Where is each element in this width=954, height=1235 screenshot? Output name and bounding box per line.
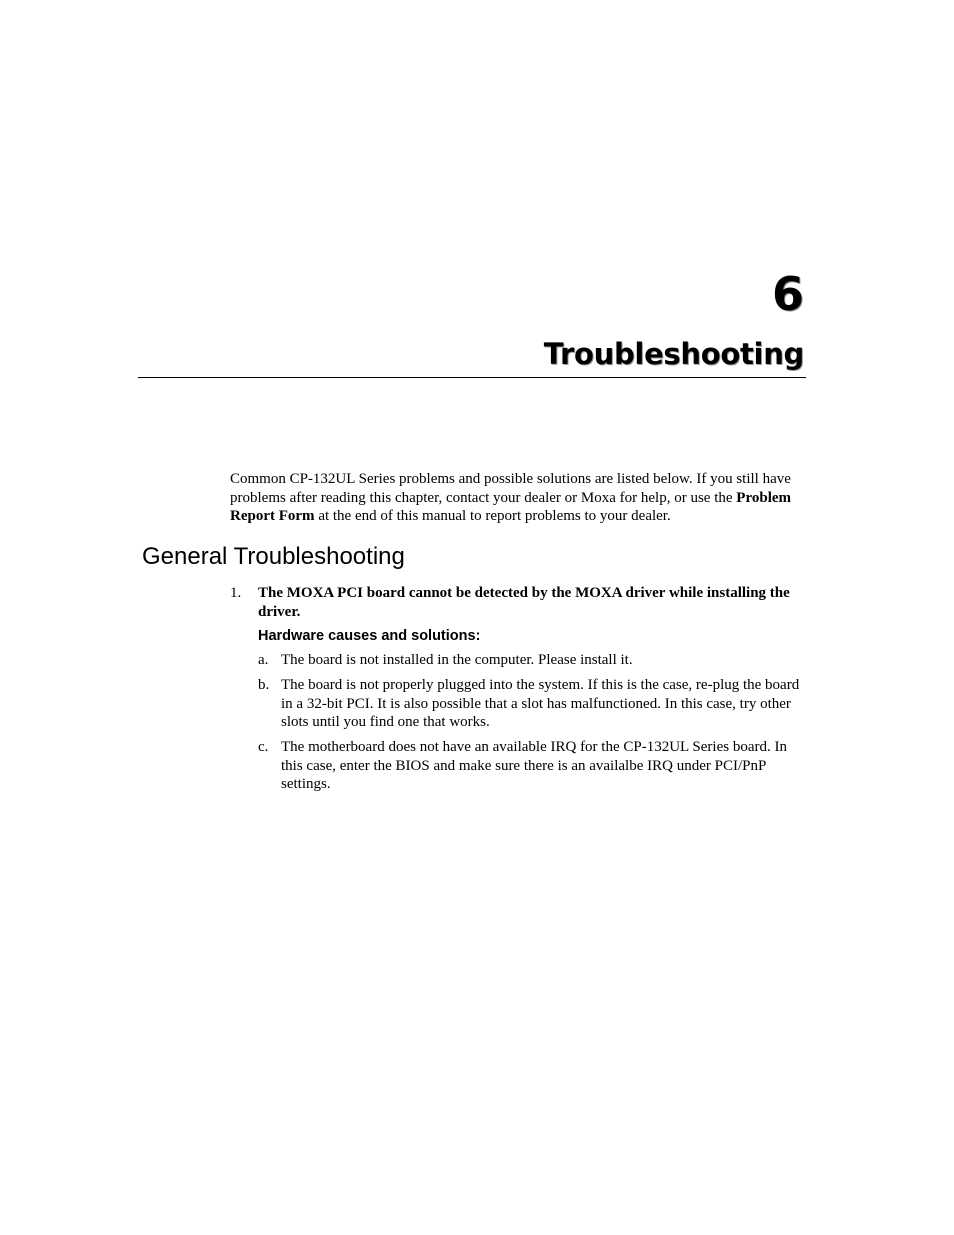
chapter-number: 6	[771, 267, 804, 321]
item-question: The MOXA PCI board cannot be detected by the MOXA driver while installing the driver.	[258, 585, 790, 620]
answer-text: The board is not properly plugged into the system. If this is the case, re-plug the board in a 32-bit PCI. It is also possible that a slot has malfunctioned. In this case, try other slots until you find one that works.	[281, 677, 800, 730]
intro-text-start: Common CP-132UL Series problems and possible solutions are listed below. If you still have problems after reading this chapter, contact your dealer or Moxa for help, or use the	[230, 471, 791, 506]
sub-heading: Hardware causes and solutions:	[258, 628, 481, 644]
answer-item	[258, 676, 810, 732]
answer-item	[258, 651, 810, 670]
item-number: 1.	[230, 585, 242, 601]
answer-text: The board is not installed in the computer. Please install it.	[281, 652, 633, 668]
answer-letter: b.	[258, 677, 270, 693]
intro-paragraph	[230, 470, 810, 526]
problem-report-form-reference: Problem Report Form	[230, 489, 792, 524]
chapter-title: Troubleshooting	[543, 337, 804, 371]
answer-letter: c.	[258, 739, 269, 755]
answer-text: The motherboard does not have an available IRQ for the CP-132UL Series board. In this case, enter the BIOS and make sure there is an availalbe IRQ under PCI/PnP settings.	[281, 739, 787, 792]
title-divider	[138, 377, 806, 378]
intro-text-end: at the end of this manual to report problems to your dealer.	[314, 508, 671, 524]
list-item	[230, 584, 810, 621]
answer-letter: a.	[258, 652, 269, 668]
section-heading: General Troubleshooting	[142, 543, 405, 570]
answer-item	[258, 738, 810, 794]
